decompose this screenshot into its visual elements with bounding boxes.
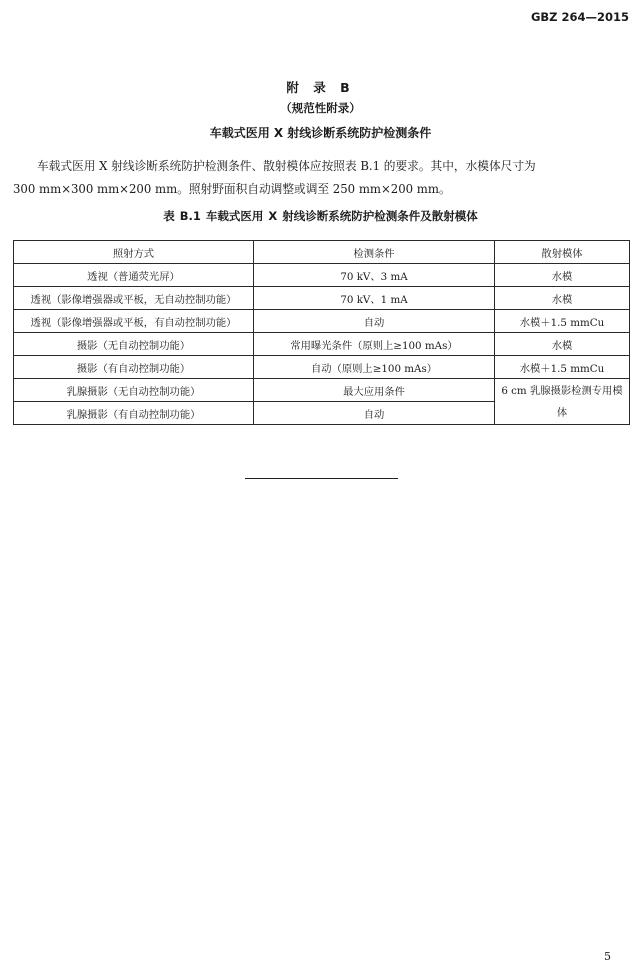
table-row: [14, 379, 630, 402]
page-number: 5: [604, 950, 611, 963]
table-row: [14, 333, 630, 356]
table-row: [14, 287, 630, 310]
appendix-type: （规范性附录）: [280, 101, 361, 115]
phantom-cell: 水模: [495, 287, 630, 310]
table-caption: 表 B.1 车载式医用 X 射线诊断系统防护检测条件及散射模体: [163, 209, 478, 223]
requirement-paragraph: [13, 155, 629, 201]
test-condition-cell: 常用曝光条件（原则上≥100 mAs）: [254, 333, 495, 356]
table-header-row: [14, 241, 630, 264]
test-condition-cell: 最大应用条件: [254, 379, 495, 402]
test-condition-cell: 自动（原则上≥100 mAs）: [254, 356, 495, 379]
irradiation-mode-cell: 透视（普通荧光屏）: [14, 264, 254, 287]
irradiation-mode-cell: 乳腺摄影（无自动控制功能）: [14, 379, 254, 402]
phantom-cell: 水模＋1.5 mmCu: [495, 356, 630, 379]
appendix-title: 附 录 B: [286, 80, 355, 95]
irradiation-mode-cell: 透视（影像增强器或平板，有自动控制功能）: [14, 310, 254, 333]
standard-code: GBZ 264—2015: [530, 10, 629, 24]
test-condition-cell: 70 kV、3 mA: [254, 264, 495, 287]
test-condition-cell: 自动: [254, 310, 495, 333]
header-test-conditions: 检测条件: [254, 241, 495, 264]
table-row: [14, 310, 630, 333]
phantom-cell: 水模: [495, 333, 630, 356]
paragraph-line-1: 车载式医用 X 射线诊断系统防护检测条件、散射模体应按照表 B.1 的要求。其中，水模体尺寸为: [37, 159, 536, 173]
end-rule: [245, 478, 398, 479]
header-irradiation-mode: 照射方式: [14, 241, 254, 264]
phantom-cell: 水模: [495, 264, 630, 287]
table-row: [14, 264, 630, 287]
appendix-heading: 车载式医用 X 射线诊断系统防护检测条件: [209, 126, 432, 140]
irradiation-mode-cell: 摄影（无自动控制功能）: [14, 333, 254, 356]
test-condition-cell: 70 kV、1 mA: [254, 287, 495, 310]
irradiation-mode-cell: 乳腺摄影（有自动控制功能）: [14, 402, 254, 425]
header-scatter-phantom: 散射模体: [495, 241, 630, 264]
irradiation-mode-cell: 摄影（有自动控制功能）: [14, 356, 254, 379]
paragraph-line-2: 300 mm×300 mm×200 mm。照射野面积自动调整或调至 250 mm×200 mm。: [13, 182, 451, 196]
test-condition-cell: 自动: [254, 402, 495, 425]
phantom-cell: 水模＋1.5 mmCu: [495, 310, 630, 333]
table-row: [14, 356, 630, 379]
test-conditions-table: [13, 240, 630, 425]
phantom-cell-merged: 6 cm 乳腺摄影检测专用模体: [495, 379, 630, 425]
irradiation-mode-cell: 透视（影像增强器或平板，无自动控制功能）: [14, 287, 254, 310]
